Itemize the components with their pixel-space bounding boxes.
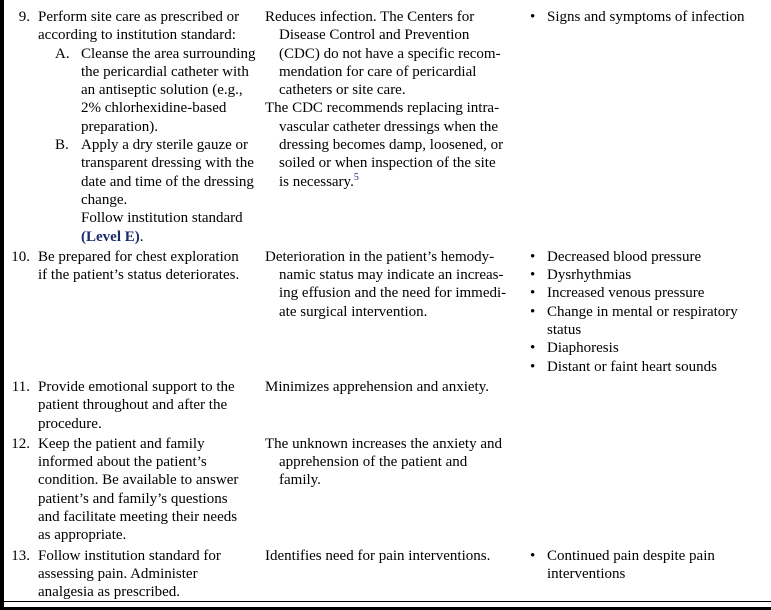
text-line: Deterioration in the patient’s hemody- — [265, 248, 495, 265]
bullet-icon: • — [530, 303, 536, 320]
text-line: Perform site care as prescribed or — [38, 9, 240, 25]
procedure-row-13 — [4, 547, 771, 602]
procedure-row-9 — [4, 8, 771, 246]
text-line: (CDC) do not have a specific recom- — [279, 45, 501, 62]
reportable-bullet-item — [530, 284, 771, 302]
rationale-cell — [265, 435, 530, 545]
step-number: 12. — [11, 435, 30, 452]
text-segment: is necessary. — [279, 173, 354, 190]
reportable-conditions-cell — [530, 435, 771, 545]
text-line: informed about the patient’s — [38, 454, 207, 471]
step-item — [8, 547, 265, 602]
bullet-icon: • — [530, 358, 536, 375]
reportable-text: Diaphoresis — [547, 340, 619, 357]
steps-cell — [4, 8, 265, 246]
text-line: transparent dressing with the — [81, 155, 254, 172]
text-line: and facilitate meeting their needs — [38, 509, 238, 526]
rationale-cell — [265, 8, 530, 246]
step-text — [38, 248, 265, 285]
step-text — [38, 378, 265, 433]
bullet-icon: • — [530, 267, 536, 284]
reportable-bullet-item — [530, 303, 771, 340]
text-line: Apply a dry sterile gauze or — [81, 137, 249, 154]
step-text — [38, 435, 265, 545]
step-number: 10. — [11, 248, 30, 265]
reportable-conditions-cell — [530, 8, 771, 246]
text-line: ate surgical intervention. — [279, 303, 428, 320]
step-item — [8, 8, 265, 45]
rationale-paragraph — [265, 8, 530, 99]
substep-letter: A. — [55, 45, 70, 62]
steps-cell — [4, 378, 265, 433]
text-line: Provide emotional support to the — [38, 378, 235, 395]
text-line: Identifies need for pain interventions. — [265, 547, 491, 564]
text-line: change. — [81, 191, 128, 208]
substep-letter: B. — [55, 137, 69, 154]
text-line: soiled or when inspection of the site — [279, 155, 496, 172]
text-line: Disease Control and Prevention — [279, 27, 470, 44]
text-line: Keep the patient and family — [38, 435, 205, 452]
step-number: 13. — [11, 547, 30, 564]
reportable-bullet-item — [530, 8, 771, 26]
steps-cell — [4, 547, 265, 602]
reportable-text: Increased venous pressure — [547, 285, 705, 302]
text-line: namic status may indicate an increas- — [279, 267, 504, 284]
text-line: condition. Be available to answer — [38, 472, 239, 489]
substep-text — [81, 45, 265, 136]
text-line: Reduces infection. The Centers for — [265, 9, 475, 25]
table-bottom-rule — [0, 601, 771, 602]
step-item — [8, 378, 265, 433]
text-line: according to institution standard: — [38, 27, 236, 44]
text-line: Be prepared for chest exploration — [38, 248, 239, 265]
bullet-icon: • — [530, 340, 536, 357]
step-item — [8, 248, 265, 285]
level-of-evidence-line — [81, 228, 265, 246]
text-line: assessing pain. Administer — [38, 565, 198, 582]
rationale-paragraph — [265, 378, 530, 396]
bullet-icon: • — [530, 547, 536, 564]
step-number: 9. — [18, 9, 30, 25]
step-text — [38, 547, 265, 602]
substep-text — [81, 136, 265, 246]
text-line: The unknown increases the anxiety and — [265, 435, 503, 452]
text-line: Follow institution standard — [81, 210, 243, 227]
rationale-cell — [265, 378, 530, 433]
text-line: preparation). — [81, 118, 159, 135]
reportable-text: Distant or faint heart sounds — [547, 358, 717, 375]
level-of-evidence-label: (Level E) — [81, 228, 140, 245]
text-line: The CDC recommends replacing intra- — [265, 100, 500, 117]
procedure-table — [4, 8, 771, 604]
procedure-row-10 — [4, 248, 771, 376]
text-line: as appropriate. — [38, 527, 127, 544]
text-line: patient throughout and after the — [38, 397, 228, 414]
rationale-paragraph — [265, 248, 530, 321]
text-line: catheters or site care. — [279, 82, 406, 99]
text-line: an antiseptic solution (e.g., — [81, 82, 243, 99]
level-of-evidence-suffix: . — [139, 228, 144, 245]
text-line: patient’s and family’s questions — [38, 490, 228, 507]
reportable-conditions-cell — [530, 248, 771, 376]
reportable-text: Signs and symptoms of infection — [547, 9, 745, 25]
rationale-paragraph — [265, 435, 530, 490]
text-line: Follow institution standard for — [38, 547, 221, 564]
text-line: analgesia as prescribed. — [38, 584, 181, 601]
step-item — [8, 435, 265, 545]
text-line — [265, 173, 530, 191]
substep-item-b — [55, 136, 265, 246]
reportable-conditions-cell — [530, 378, 771, 433]
rationale-cell — [265, 547, 530, 602]
reportable-text: Dysrhythmias — [547, 267, 632, 284]
text-line: family. — [279, 472, 321, 489]
text-line: mendation for care of pericardial — [279, 63, 477, 80]
procedure-row-12 — [4, 435, 771, 545]
reportable-text: Continued pain despite pain interventions — [547, 547, 715, 582]
text-line: 2% chlorhexidine-based — [81, 100, 227, 117]
bullet-icon: • — [530, 285, 536, 302]
text-line: vascular catheter dressings when the — [279, 118, 499, 135]
procedure-row-11 — [4, 378, 771, 433]
text-line: Minimizes apprehension and anxiety. — [265, 378, 489, 395]
text-line: the pericardial catheter with — [81, 63, 249, 80]
bullet-icon: • — [530, 9, 536, 25]
reportable-text: Change in mental or respiratory status — [547, 303, 738, 339]
reportable-bullet-item — [530, 248, 771, 266]
text-line: dressing becomes damp, loosened, or — [279, 137, 504, 154]
rationale-cell — [265, 248, 530, 376]
text-line: procedure. — [38, 415, 102, 432]
bullet-icon: • — [530, 248, 536, 265]
text-line: date and time of the dressing — [81, 173, 254, 190]
step-number: 11. — [11, 378, 30, 395]
citation-superscript: 5 — [353, 171, 359, 183]
step-text — [38, 8, 265, 45]
reportable-bullet-item — [530, 266, 771, 284]
reportable-bullet-item — [530, 547, 771, 584]
rationale-paragraph — [265, 547, 530, 565]
text-line: apprehension of the patient and — [279, 454, 468, 471]
steps-cell — [4, 435, 265, 545]
substep-item-a — [55, 45, 265, 136]
text-line: if the patient’s status deteriorates. — [38, 267, 240, 284]
reportable-bullet-item — [530, 339, 771, 357]
steps-cell — [4, 248, 265, 376]
text-line: Cleanse the area surrounding — [81, 45, 256, 62]
reportable-bullet-item — [530, 358, 771, 376]
rationale-paragraph — [265, 99, 530, 190]
text-line: ing effusion and the need for immedi- — [279, 285, 507, 302]
reportable-text: Decreased blood pressure — [547, 248, 702, 265]
reportable-conditions-cell — [530, 547, 771, 602]
